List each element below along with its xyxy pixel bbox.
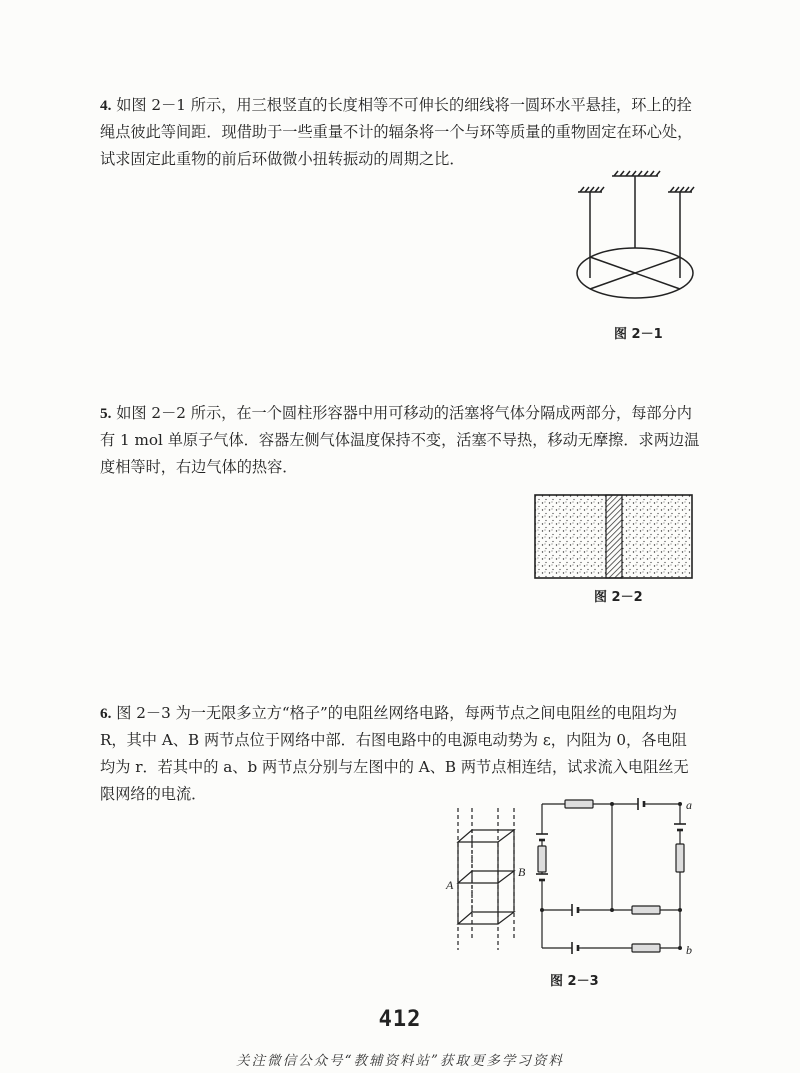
terminal-b-label: b [686, 943, 692, 957]
figure-2-2 [534, 494, 694, 580]
figure-2-3-lattice [440, 808, 530, 958]
figure-caption-2-2: 图 2－2 [594, 590, 643, 605]
problem-number: 5. [100, 405, 112, 422]
problem-text: 如图 2－2 所示，在一个圆柱形容器中用可移动的活塞将气体分隔成两部分，每部分内有 1 mol 单原子气体．容器左侧气体温度保持不变，活塞不导热，移动无摩擦．求两边温度相等时，右边气体的热容． [100, 404, 700, 476]
resistor-left [538, 846, 546, 872]
piston [606, 495, 622, 578]
resistor-top [565, 800, 593, 808]
footer-note: 关注微信公众号“教辅资料站”获取更多学习资料 [236, 1053, 564, 1069]
right-gas-region [622, 495, 692, 578]
figure-caption-2-3: 图 2－3 [550, 974, 599, 989]
figure-2-1 [570, 168, 710, 318]
resistor-right [676, 844, 684, 872]
problem-4 [100, 92, 700, 173]
resistor-middle [632, 906, 660, 914]
battery-right [674, 824, 686, 834]
problem-5 [100, 400, 700, 481]
page-number: 412 [378, 1007, 422, 1032]
problem-text: 如图 2－1 所示，用三根竖直的长度相等不可伸长的细线将一圆环水平悬挂，环上的拴绳点彼此等间距．现借助于一些重量不计的辐条将一个与环等质量的重物固定在环心处，试求固定此重物的前后环做微小扭转振动的周期之比． [100, 96, 693, 168]
battery-top [635, 798, 650, 810]
battery-bottom [572, 942, 582, 954]
problem-number: 4. [100, 97, 112, 114]
node-B-label: B [518, 865, 526, 879]
figure-2-3-circuit [530, 796, 700, 966]
battery-middle [572, 904, 582, 916]
problem-text: 图 2－3 为一无限多立方“格子”的电阻丝网络电路，每两节点之间电阻丝的电阻均为 R，其中 A、B 两节点位于网络中部．右图电路中的电源电动势为 ε，内阻为 0，各电阻均为 r．若其中的 a、b 两节点分别与左图中的 A、B 两节点相连结，试求流入电阻丝无限网络的电流． [100, 704, 689, 803]
left-gas-region [535, 495, 606, 578]
resistor-bottom [632, 944, 660, 952]
terminal-a-label: a [686, 798, 692, 812]
problem-6 [100, 700, 700, 808]
problem-number: 6. [100, 705, 112, 722]
node-A-label: A [446, 878, 454, 892]
figure-caption-2-1: 图 2－1 [614, 327, 663, 342]
